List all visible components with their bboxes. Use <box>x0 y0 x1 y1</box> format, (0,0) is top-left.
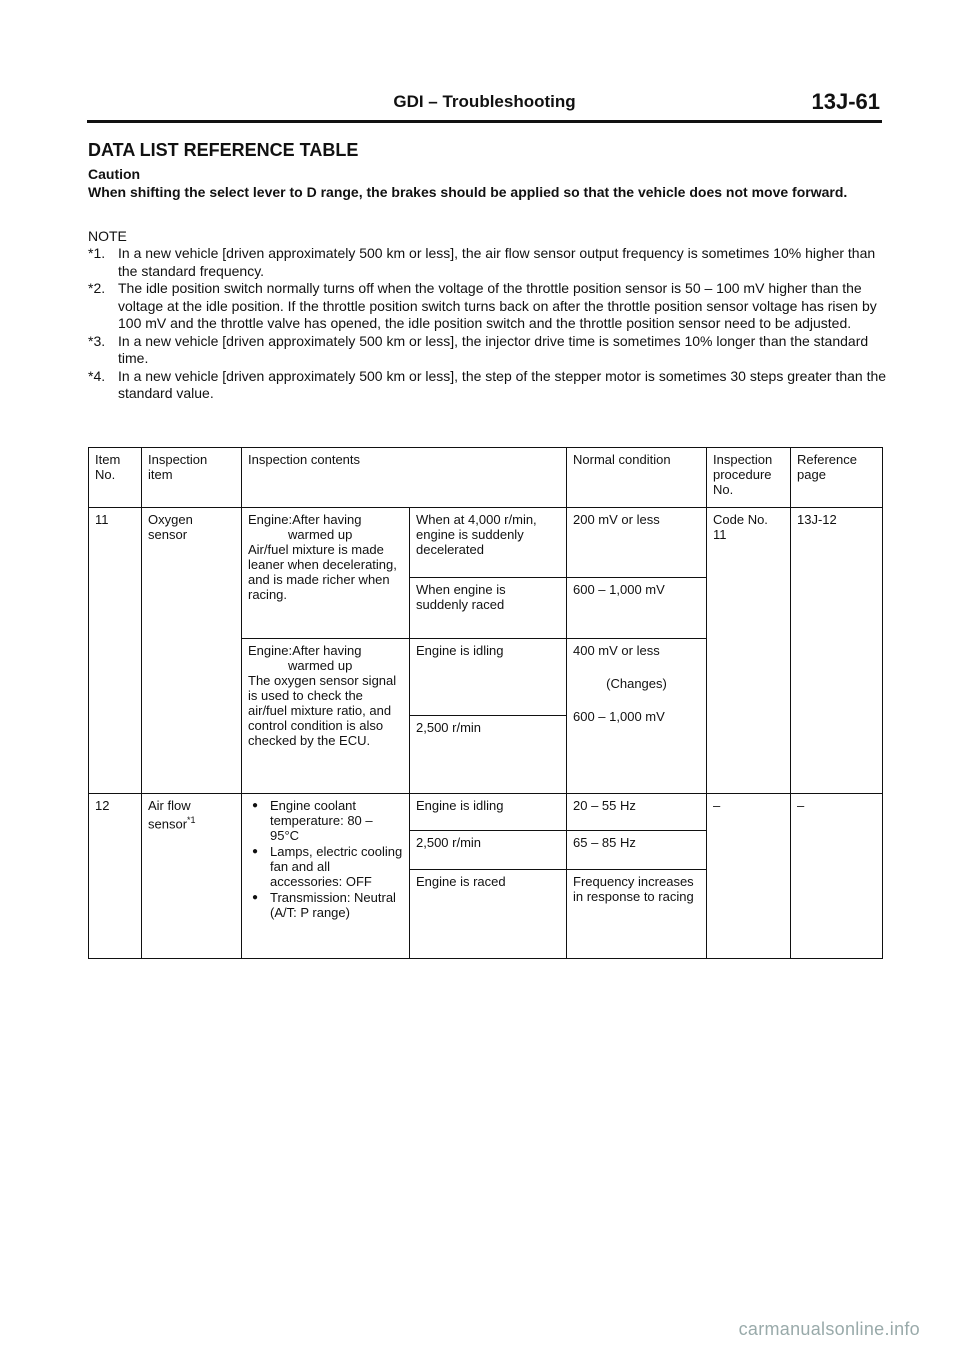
condition-title: Engine:After having <box>248 643 362 659</box>
condition-sub: warmed up <box>288 658 353 674</box>
note-item <box>88 280 888 333</box>
condition-desc: Air/fuel mixture is made leaner when decelerating, and is made richer when racing. <box>248 542 397 603</box>
normal-condition-cell: 600 – 1,000 mV <box>567 578 707 639</box>
inspection-item-cell: Oxygen sensor <box>142 508 242 794</box>
note-text: The idle position switch normally turns off when the voltage of the throttle position sensor is 50 – 100 mV higher than the voltage at the idle position. If the throttle position switch turns back on after the throttle position sensor voltage has risen by 100 mV and the throttle valve has opened, the idle position switch and the throttle position sensor need to be adjusted. <box>118 280 877 331</box>
sub-condition-cell: Engine is idling <box>410 793 567 830</box>
condition-sub: warmed up <box>288 527 353 543</box>
item-no-cell: 11 <box>89 508 142 794</box>
col-header-inspection-contents: Inspection contents <box>242 448 567 508</box>
col-header-reference-page: Reference page <box>791 448 883 508</box>
list-item: ● Transmission: Neutral (A/T: P range) <box>248 890 403 920</box>
normal-condition-cell: 200 mV or less <box>567 508 707 578</box>
note-number: *3. <box>88 332 106 349</box>
normal-condition-cell <box>567 639 707 793</box>
col-header-item-no: Item No. <box>89 448 142 508</box>
normal-value: 600 – 1,000 mV <box>573 709 665 725</box>
table-row <box>89 508 883 578</box>
sub-condition-cell: 2,500 r/min <box>410 715 567 793</box>
sub-condition-cell: Engine is idling <box>410 639 567 715</box>
changes-note: (Changes) <box>606 676 667 692</box>
sub-condition-cell: When at 4,000 r/min, engine is suddenly decelerated <box>410 508 567 578</box>
sub-condition-cell: 2,500 r/min <box>410 830 567 869</box>
sub-condition-cell: When engine is suddenly raced <box>410 578 567 639</box>
condition-desc: The oxygen sensor signal is used to check the air/fuel mixture ratio, and control condition is also checked by the ECU. <box>248 673 397 749</box>
condition-title: Engine:After having <box>248 512 362 528</box>
normal-condition-cell: 65 – 85 Hz <box>567 830 707 869</box>
item-no-cell: 12 <box>89 793 142 958</box>
section-title: DATA LIST REFERENCE TABLE <box>88 140 359 160</box>
note-item <box>88 333 888 368</box>
note-list <box>88 245 888 403</box>
col-header-normal-condition: Normal condition <box>567 448 707 508</box>
data-list-table <box>88 447 883 959</box>
watermark-footer: carmanualsonline.info <box>738 1319 920 1339</box>
table-header-row <box>89 448 883 508</box>
table-row <box>89 793 883 830</box>
note-text: In a new vehicle [driven approximately 500 km or less], the injector drive time is sometimes 10% longer than the standard time. <box>118 332 869 366</box>
page-number: 13J-61 <box>811 89 880 114</box>
procedure-cell: Code No. 11 <box>707 508 791 794</box>
note-number: *1. <box>88 245 106 261</box>
reference-cell: 13J-12 <box>791 508 883 794</box>
note-text: In a new vehicle [driven approximately 500 km or less], the step of the stepper motor is sometimes 30 steps greater than the standard value. <box>118 367 887 401</box>
inspection-item-text: Air flow sensor <box>148 797 191 832</box>
reference-cell: – <box>791 793 883 958</box>
note-text: In a new vehicle [driven approximately 500 km or less], the air flow sensor output frequency is sometimes 10% higher than the standard frequency. <box>118 245 876 279</box>
caution-text: When shifting the select lever to D range, the brakes should be applied so that the vehicle does not move forward. <box>88 184 848 200</box>
normal-condition-cell: 20 – 55 Hz <box>567 793 707 830</box>
col-header-inspection-item: Inspection item <box>142 448 242 508</box>
condition-list <box>248 798 403 920</box>
note-number: *2. <box>88 280 106 296</box>
col-header-procedure-no: Inspection procedure No. <box>707 448 791 508</box>
sub-condition-cell: Engine is raced <box>410 870 567 959</box>
normal-value: 400 mV or less <box>573 643 660 659</box>
inspection-item-cell <box>142 793 242 958</box>
note-item <box>88 368 888 403</box>
list-item: ● Lamps, electric cooling fan and all accessories: OFF <box>248 844 403 889</box>
normal-condition-cell: Frequency increases in response to racing <box>567 870 707 959</box>
note-label: NOTE <box>88 228 127 244</box>
list-item: ● Engine coolant temperature: 80 – 95°C <box>248 798 403 843</box>
caution-label: Caution <box>88 166 141 182</box>
note-number: *4. <box>88 367 106 384</box>
procedure-cell: – <box>707 793 791 958</box>
inspection-contents-cell <box>242 639 410 793</box>
note-item <box>88 245 888 280</box>
footnote-ref: *1 <box>187 814 196 825</box>
inspection-contents-cell <box>242 508 410 639</box>
page-header <box>87 89 882 123</box>
inspection-contents-cell <box>242 793 410 958</box>
header-title: GDI – Troubleshooting <box>393 92 576 111</box>
